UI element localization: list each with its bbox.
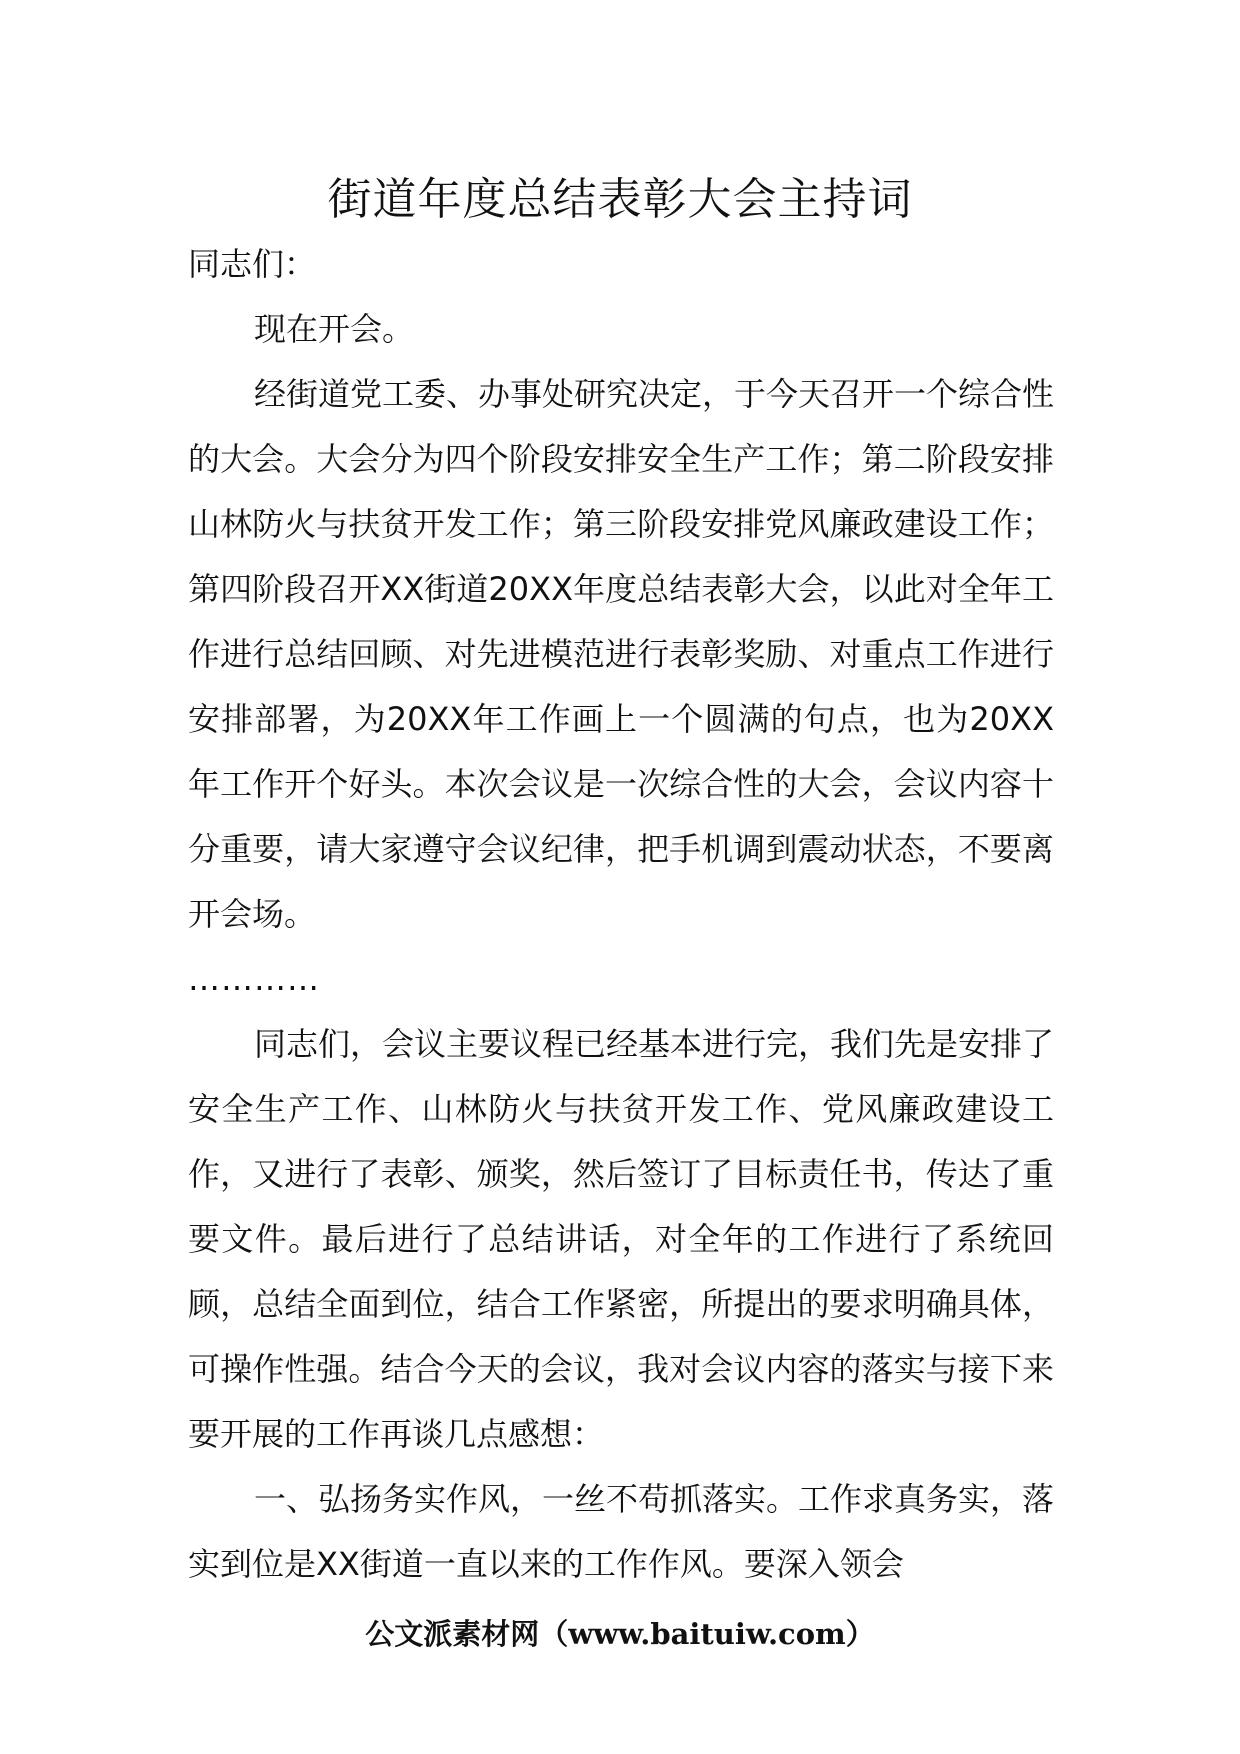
- paragraph-point-one: 一、弘扬务实作风，一丝不苟抓落实。工作求真务实，落实到位是XX街道一直以来的工作作风。要深入领会: [188, 1480, 1055, 1583]
- paragraph-summary: 同志们，会议主要议程已经基本进行完，我们先是安排了安全生产工作、山林防火与扶贫开发工作、党风廉政建设工作，又进行了表彰、颁奖，然后签订了目标责任书，传达了重要文件。最后进行了总结讲话，对全年的工作进行了系统回顾，总结全面到位，结合工作紧密，所提出的要求明确具体，可操作性强。结合今天的会议，我对会议内容的落实与接下来要开展的工作再谈几点感想：: [188, 1025, 1055, 1453]
- document-title: 街道年度总结表彰大会主持词: [327, 174, 913, 225]
- salutation: 同志们：: [188, 245, 317, 283]
- paragraph-opening: 现在开会。: [254, 310, 415, 348]
- paragraph-meeting-overview: 经街道党工委、办事处研究决定，于今天召开一个综合性的大会。大会分为四个阶段安排安全生产工作；第二阶段安排山林防火与扶贫开发工作；第三阶段安排党风廉政建设工作；第四阶段召开XX街道20XX年度总结表彰大会，以此对全年工作进行总结回顾、对先进模范进行表彰奖励、对重点工作进行安排部署，为20XX年工作画上一个圆满的句点，也为20XX年工作开个好头。本次会议是一次综合性的大会，会议内容十分重要，请大家遵守会议纪律，把手机调到震动状态，不要离开会场。: [188, 375, 1055, 933]
- document-body: [188, 232, 1054, 1597]
- ellipsis-separator: …………: [188, 960, 320, 998]
- footer-watermark: 公文派素材网（www.baituiw.com）: [365, 1617, 875, 1651]
